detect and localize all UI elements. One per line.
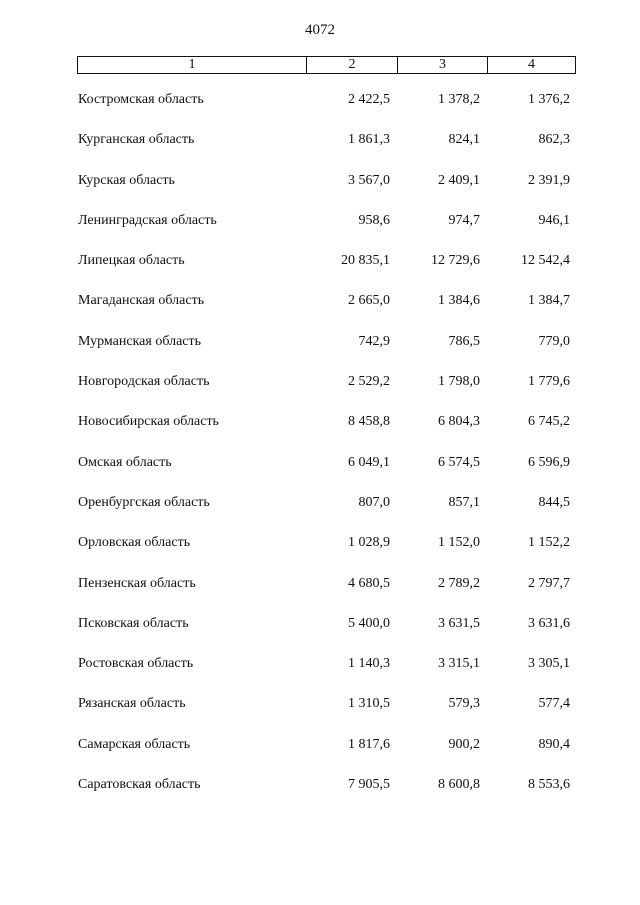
value-col-4: 3 305,1	[528, 656, 570, 672]
table-row	[0, 775, 640, 815]
region-name: Костромская область	[78, 92, 204, 107]
table-row	[0, 412, 640, 452]
region-name: Омская область	[78, 454, 172, 470]
header-cell-1: 1	[78, 57, 307, 73]
table-row	[0, 90, 640, 130]
value-col-2: 2 422,5	[348, 92, 390, 107]
region-name: Саратовская область	[78, 777, 201, 793]
table-row	[0, 372, 640, 412]
table-row	[0, 533, 640, 573]
region-name: Рязанская область	[78, 696, 186, 712]
value-col-3: 12 729,6	[431, 253, 480, 269]
value-col-3: 579,3	[448, 696, 480, 712]
value-col-3: 786,5	[448, 333, 480, 349]
table-body	[0, 90, 640, 815]
table-row	[0, 654, 640, 694]
header-cell-4: 4	[528, 57, 535, 72]
region-name: Новосибирская область	[78, 414, 219, 430]
value-col-4: 1 376,2	[528, 92, 570, 107]
region-name: Курская область	[78, 172, 175, 188]
table-row	[0, 130, 640, 170]
table-row	[0, 735, 640, 775]
value-col-4: 6 745,2	[528, 414, 570, 430]
region-name: Самарская область	[78, 736, 191, 752]
value-col-4: 12 542,4	[521, 253, 570, 269]
value-col-2: 6 049,1	[348, 454, 390, 470]
value-col-2: 807,0	[358, 494, 390, 510]
table-row	[0, 574, 640, 614]
region-name: Новгородская область	[78, 374, 210, 390]
value-col-4: 1 384,7	[528, 293, 570, 309]
region-name: Магаданская область	[78, 293, 205, 309]
region-name: Оренбургская область	[78, 494, 210, 510]
header-cell-3: 3	[398, 57, 488, 73]
value-col-2: 1 817,6	[348, 736, 390, 752]
value-col-3: 1 384,6	[438, 293, 480, 309]
value-col-2: 3 567,0	[348, 172, 390, 188]
value-col-2: 1 028,9	[348, 535, 390, 551]
table-row	[0, 251, 640, 291]
value-col-4: 890,4	[538, 736, 570, 752]
table-row	[0, 493, 640, 533]
header-cell-2: 2	[307, 57, 398, 73]
value-col-3: 1 798,0	[438, 374, 480, 390]
table-row	[0, 211, 640, 251]
value-col-3: 2 409,1	[438, 172, 480, 188]
region-name: Орловская область	[78, 535, 191, 551]
table-row	[0, 694, 640, 734]
value-col-4: 946,1	[538, 212, 570, 228]
value-col-3: 824,1	[448, 132, 480, 148]
value-col-4: 844,5	[538, 494, 570, 510]
table-row	[0, 171, 640, 211]
value-col-3: 2 789,2	[438, 575, 480, 591]
region-name: Псковская область	[78, 615, 189, 631]
value-col-2: 2 665,0	[348, 293, 390, 309]
value-col-4: 8 553,6	[528, 777, 570, 793]
value-col-3: 900,2	[448, 736, 480, 752]
value-col-2: 1 861,3	[348, 132, 390, 148]
value-col-4: 2 391,9	[528, 172, 570, 188]
value-col-3: 3 315,1	[438, 656, 480, 672]
value-col-3: 1 378,2	[438, 92, 480, 107]
region-name: Ростовская область	[78, 656, 194, 672]
table-header	[77, 56, 576, 74]
value-col-4: 577,4	[538, 696, 570, 712]
value-col-3: 974,7	[448, 212, 480, 228]
value-col-4: 3 631,6	[528, 615, 570, 631]
region-name: Пензенская область	[78, 575, 196, 591]
value-col-3: 1 152,0	[438, 535, 480, 551]
value-col-4: 862,3	[538, 132, 570, 148]
value-col-2: 4 680,5	[348, 575, 390, 591]
region-name: Курганская область	[78, 132, 195, 148]
region-name: Липецкая область	[78, 253, 185, 269]
value-col-4: 1 152,2	[528, 535, 570, 551]
value-col-2: 5 400,0	[348, 615, 390, 631]
region-name: Ленинградская область	[78, 212, 217, 228]
value-col-2: 20 835,1	[341, 253, 390, 269]
value-col-2: 958,6	[358, 212, 390, 228]
value-col-4: 6 596,9	[528, 454, 570, 470]
value-col-3: 3 631,5	[438, 615, 480, 631]
value-col-2: 1 310,5	[348, 696, 390, 712]
value-col-4: 2 797,7	[528, 575, 570, 591]
page-number: 4072	[305, 22, 335, 38]
table-row	[0, 332, 640, 372]
value-col-2: 1 140,3	[348, 656, 390, 672]
value-col-3: 6 574,5	[438, 454, 480, 470]
value-col-2: 742,9	[358, 333, 390, 349]
value-col-4: 1 779,6	[528, 374, 570, 390]
region-name: Мурманская область	[78, 333, 202, 349]
value-col-3: 8 600,8	[438, 777, 480, 793]
table-row	[0, 453, 640, 493]
value-col-4: 779,0	[538, 333, 570, 349]
value-col-3: 6 804,3	[438, 414, 480, 430]
value-col-2: 2 529,2	[348, 374, 390, 390]
value-col-3: 857,1	[448, 494, 480, 510]
value-col-2: 7 905,5	[348, 777, 390, 793]
table-row	[0, 614, 640, 654]
value-col-2: 8 458,8	[348, 414, 390, 430]
table-row	[0, 291, 640, 331]
